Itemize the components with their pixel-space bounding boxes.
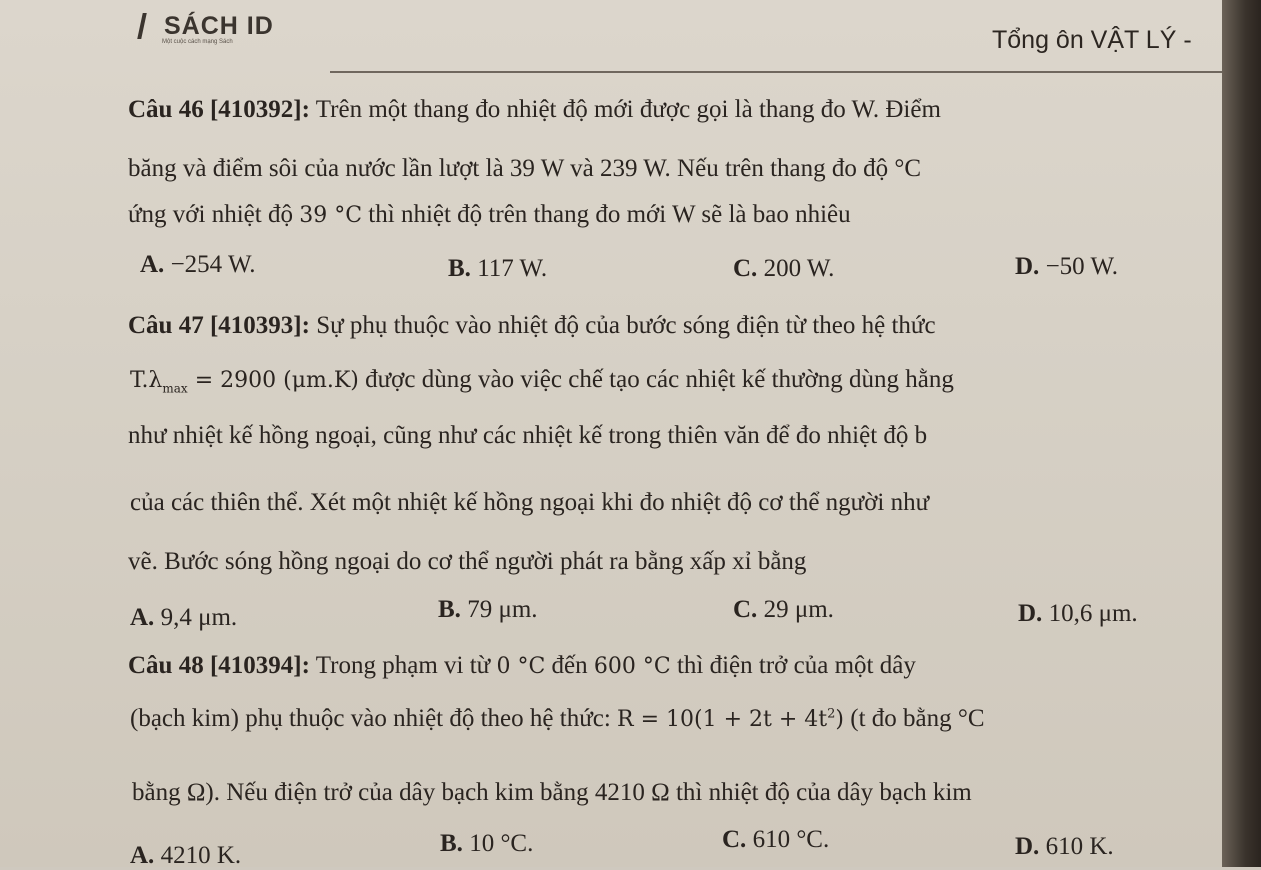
q48-option-d[interactable]: D. 610 K. — [1015, 833, 1114, 860]
q46-option-c[interactable]: C. 200 W. — [733, 255, 835, 282]
logo-text: SÁCH ID — [164, 12, 274, 40]
q48-text-3: bằng Ω). Nếu điện trở của dây bạch kim bằng 4210 Ω thì nhiệt độ của dây bạch kim — [132, 779, 972, 806]
q47-text-3: như nhiệt kế hồng ngoại, cũng như các nhiệt kế trong thiên văn để đo nhiệt độ b — [128, 422, 928, 449]
q47-option-a[interactable]: A. 9,4 μm. — [130, 604, 238, 631]
page-header-title: Tổng ôn VẬT LÝ - — [992, 26, 1192, 54]
q48-label: Câu 48 [410394]: — [128, 652, 310, 679]
q46-option-d[interactable]: D. −50 W. — [1015, 253, 1119, 280]
q47-option-b[interactable]: B. 79 μm. — [438, 596, 538, 623]
q47-text-5: vẽ. Bước sóng hồng ngoại do cơ thể người phát ra bằng xấp xỉ bằng — [128, 548, 807, 575]
q47-label: Câu 47 [410393]: — [128, 312, 310, 339]
publisher-logo — [140, 12, 274, 45]
logo-tagline: Một cuộc cách mạng Sách — [162, 39, 233, 45]
q48-option-a[interactable]: A. 4210 K. — [130, 842, 242, 869]
q46-text-2: băng và điểm sôi của nước lần lượt là 39 W và 239 W. Nếu trên thang đo độ °C — [128, 155, 922, 182]
logo-mark-icon — [137, 13, 163, 39]
q46-text-3b: thì nhiệt độ trên thang đo mới W sẽ là bao nhiêu — [368, 201, 851, 228]
q47-line-2 — [130, 366, 954, 395]
q48-option-c[interactable]: C. 610 °C. — [722, 826, 830, 853]
q47-line-1 — [128, 312, 936, 340]
q48-option-b[interactable]: B. 10 °C. — [440, 830, 534, 857]
q46-label: Câu 46 [410392]: — [128, 96, 310, 123]
q47-text-2b: được dùng vào việc chế tạo các nhiệt kế thường dùng hằng — [365, 366, 954, 393]
header-divider — [330, 71, 1222, 73]
q47-option-d[interactable]: D. 10,6 μm. — [1018, 600, 1138, 627]
q46-math: 39 °C — [299, 203, 363, 228]
q47-text-1: Sự phụ thuộc vào nhiệt độ của bước sóng điện từ theo hệ thức — [316, 312, 936, 339]
q48-formula: $R = 10(1 + 2t + 4t^2)$ — [617, 706, 844, 732]
q47-option-c[interactable]: C. 29 μm. — [733, 596, 834, 623]
q46-option-b[interactable]: B. 117 W. — [448, 255, 548, 282]
q46-option-a[interactable]: A. −254 W. — [140, 251, 256, 278]
q48-line-1: Câu 48 [410394]: Trong phạm vi từ 0 °C đến 600 °C thì điện trở của một dây — [128, 652, 916, 679]
q48-line-2: (bạch kim) phụ thuộc vào nhiệt độ theo hệ thức: $R = 10(1 + 2t + 4t^2)$ (t đo bằng °C — [130, 705, 985, 732]
book-spine-shadow — [1222, 0, 1261, 867]
q46-line-1 — [128, 96, 941, 124]
q46-line-3 — [128, 201, 851, 229]
q46-text-3a: ứng với nhiệt độ — [128, 201, 293, 228]
q47-formula: $T.\lambda_{max} = 2900$ (μm.K) — [130, 368, 359, 396]
q46-text-1: Trên một thang đo nhiệt độ mới được gọi là thang đo W. Điểm — [315, 96, 941, 123]
q47-text-4: của các thiên thể. Xét một nhiệt kế hồng ngoại khi đo nhiệt độ cơ thể người như — [130, 489, 930, 516]
